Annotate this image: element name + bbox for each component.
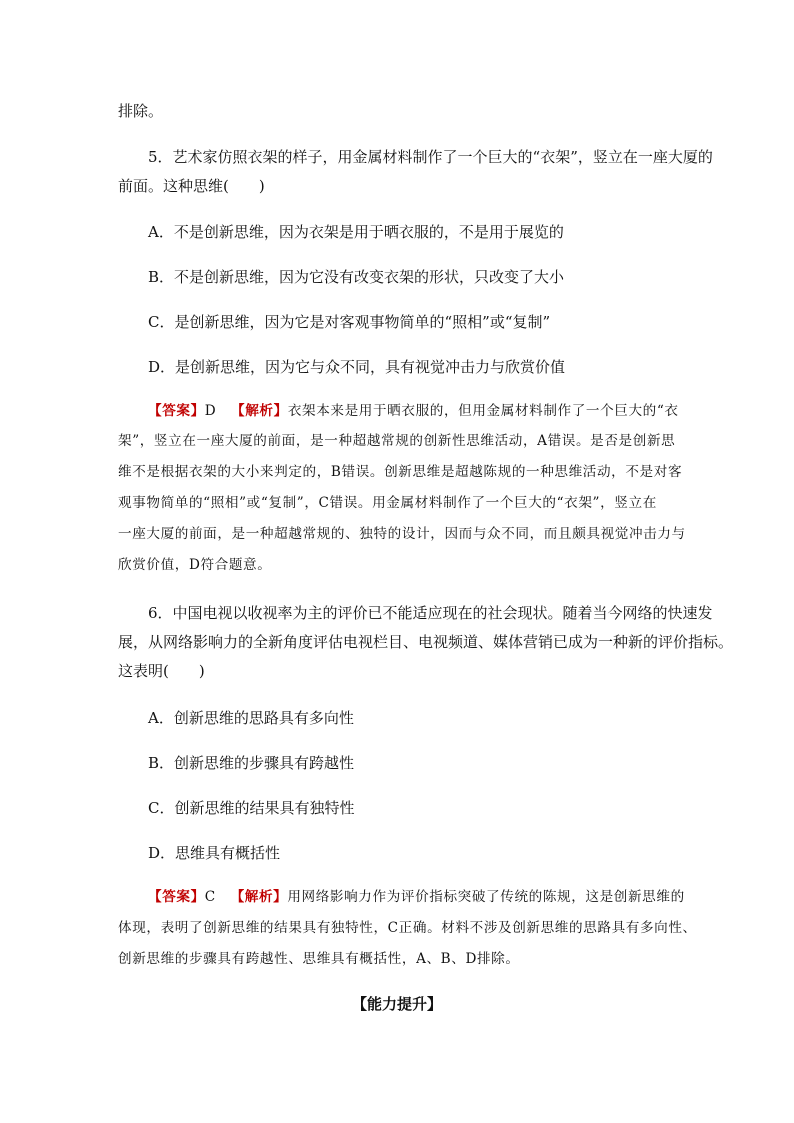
answer-tag: 【答案】	[148, 889, 205, 905]
section-heading: 【能力提升】	[351, 995, 442, 1013]
q5-analysis-line: 一座大厦的前面，是一种超越常规的、独特的设计，因而与众不同，而且颇具视觉冲击力与	[118, 526, 686, 542]
analysis-tag: 【解析】	[231, 403, 288, 419]
q5-stem-line-1: 5．艺术家仿照衣架的样子，用金属材料制作了一个巨大的“衣架”，竖立在一座大厦的	[148, 148, 713, 166]
q6-option-b: B．创新思维的步骤具有跨越性	[148, 754, 355, 772]
q5-analysis-line: 欣赏价值，D符合题意。	[118, 557, 272, 573]
answer-value: D	[204, 403, 217, 419]
q6-stem-line-2: 展，从网络影响力的全新角度评估电视栏目、电视频道、媒体营销已成为一种新的评价指标。	[118, 633, 734, 651]
previous-answer-tail: 排除。	[118, 102, 164, 120]
q5-stem-line-2: 前面。这种思维( )	[118, 177, 265, 195]
q5-option-b: B．不是创新思维，因为它没有改变衣架的形状，只改变了大小	[148, 268, 565, 286]
q5-analysis-line: 维不是根据衣架的大小来判定的，B错误。创新思维是超越陈规的一种思维活动，不是对客	[118, 464, 683, 480]
answer-value: C	[204, 889, 216, 905]
q5-analysis-line: 架”，竖立在一座大厦的前面，是一种超越常规的创新性思维活动，A错误。是否是创新思	[118, 433, 676, 449]
q6-option-c: C．创新思维的结果具有独特性	[148, 799, 355, 817]
q5-option-c: C．是创新思维，因为它是对客观事物简单的“照相”或“复制”	[148, 313, 551, 331]
analysis-text: 用网络影响力作为评价指标突破了传统的陈规，这是创新思维的	[287, 889, 685, 905]
q6-option-a: A．创新思维的思路具有多向性	[148, 709, 354, 727]
q6-option-d: D．思维具有概括性	[148, 844, 281, 862]
q5-option-a: A．不是创新思维，因为衣架是用于晒衣服的，不是用于展览的	[148, 223, 564, 241]
q5-analysis-line: 观事物简单的“照相”或“复制”，C错误。用金属材料制作了一个巨大的“衣架”，竖立在	[118, 495, 657, 511]
analysis-text: 衣架本来是用于晒衣服的，但用金属材料制作了一个巨大的“衣	[287, 403, 679, 419]
q6-answer-line	[148, 887, 685, 907]
q6-analysis-line: 体现，表明了创新思维的结果具有独特性，C正确。材料不涉及创新思维的思路具有多向性、	[118, 920, 697, 936]
q6-stem-line-1: 6．中国电视以收视率为主的评价已不能适应现在的社会现状。随着当今网络的快速发	[148, 604, 713, 622]
q5-answer-line	[148, 401, 679, 421]
analysis-tag: 【解析】	[230, 889, 288, 905]
answer-tag: 【答案】	[148, 403, 205, 419]
q6-stem-line-3: 这表明( )	[118, 662, 205, 680]
q5-option-d: D．是创新思维，因为它与众不同，具有视觉冲击力与欣赏价值	[148, 358, 566, 376]
q6-analysis-line: 创新思维的步骤具有跨越性、思维具有概括性，A、B、D排除。	[118, 951, 520, 967]
